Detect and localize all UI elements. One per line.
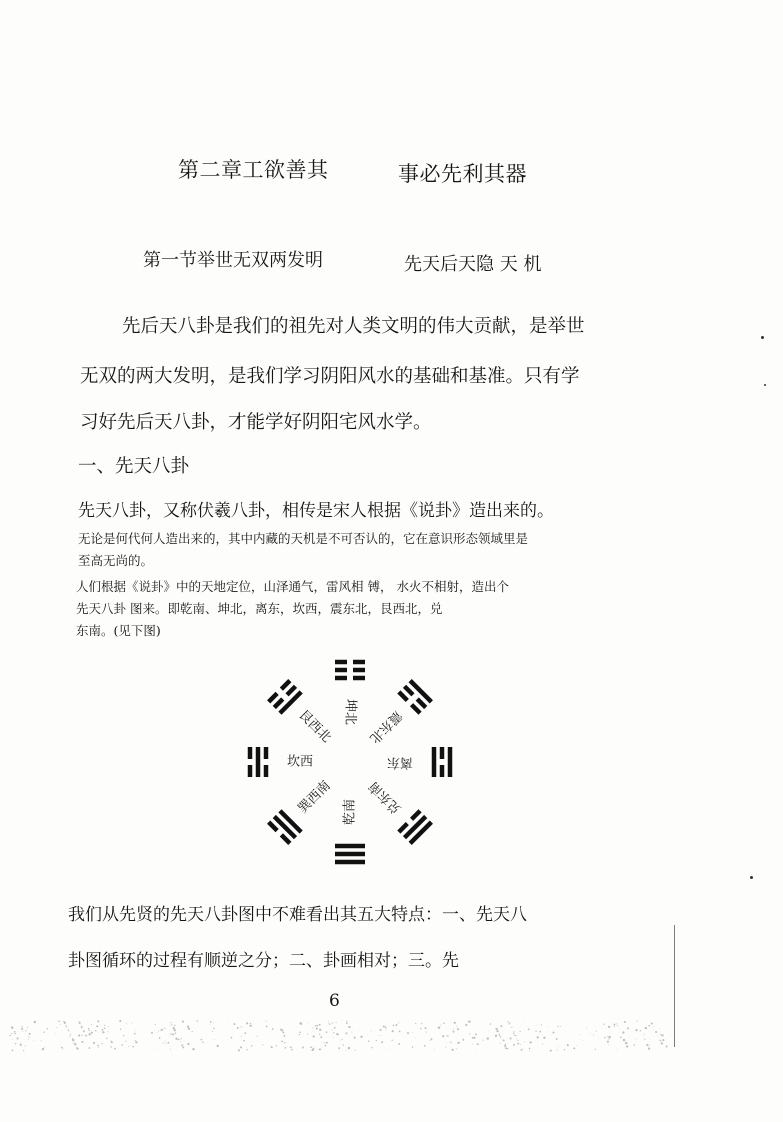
bagua-label: 乾南 [342,798,358,826]
small-text-line3: 人们根据《说卦》中的天地定位，山泽通气，雷风相 镈， 水火不相射，造出个 [76,579,509,594]
trigram-离 [432,747,453,777]
trigram-兑 [397,809,433,845]
small-text-line4: 先天八卦 图来。即乾南、坤北，离东，坎西，震东北，艮西北，兑 [76,601,443,616]
subheading-xiantian-bagua: 一、先天八卦 [78,456,190,477]
trigram-line-solid [256,747,261,777]
trigram-乾 [335,844,365,865]
trigram-line-solid [448,747,453,777]
trigram-line-solid [335,860,365,865]
trigram-line-broken [353,676,365,681]
bagua-label: 坎西 [286,754,314,770]
trigram-line-broken [264,747,269,759]
trigram-坤 [335,660,365,681]
section-title-part1: 第一节举世无双两发明 [143,250,323,271]
bagua-svg [232,656,468,876]
trigram-line-solid [335,844,365,849]
bagua-label: 离东 [386,754,414,770]
chapter-title-part2: 事必先利其器 [398,162,527,186]
paragraph3-line2: 卦图循环的过程有顺逆之分；二、卦画相对；三。先 [68,951,459,971]
paragraph3-line1: 我们从先贤的先天八卦图中不难看出其五大特点：一、先天八 [68,905,527,925]
bagua-label: 艮西北 [295,707,334,746]
paragraph2-line1: 先天八卦，又称伏羲八卦，相传是宋人根据《说卦》造出来的。 [78,501,554,521]
paragraph1-line1: 先后天八卦是我们的祖先对人类文明的伟大贡献，是举世 [122,316,585,337]
page-number: 6 [329,991,340,1011]
trigram-line-broken [248,747,253,759]
trigram-line-broken [353,668,365,673]
small-text-line1: 无论是何代何人造出来的，其中内藏的天机是不可否认的，它在意识形态领域里是 [78,531,529,546]
trigram-line-broken [335,660,347,665]
bagua-label: 震东北 [366,707,405,746]
bagua-label: 巽西南 [295,778,334,817]
trigram-line-broken [440,765,445,777]
trigram-line-broken [264,765,269,777]
scan-dot [750,876,753,879]
paragraph1-line3: 习好先后天八卦，才能学好阴阳宅风水学。 [80,412,432,433]
bagua-label: 坤北 [342,698,358,726]
trigram-line-broken [335,676,347,681]
trigram-line-solid [432,747,437,777]
trigram-艮 [267,679,303,715]
scan-noise [0,1018,680,1054]
bagua-label: 兑东南 [366,778,405,817]
trigram-line-broken [440,747,445,759]
trigram-line-broken [335,668,347,673]
trigram-巽 [267,809,303,845]
scan-dot [761,336,764,339]
trigram-坎 [248,747,269,777]
trigram-line-broken [353,660,365,665]
trigram-line-broken [248,765,253,777]
small-text-line2: 至高无尚的。 [78,553,154,568]
small-text-line5: 东南。(见下图) [76,623,161,638]
paragraph1-line2: 无双的两大发明，是我们学习阴阳风水的基础和基准。只有学 [80,366,580,387]
scan-edge-line [674,925,675,1047]
chapter-title-part1: 第二章工欲善其 [178,158,329,182]
xiantian-bagua-diagram [232,656,468,876]
trigram-line-solid [335,852,365,857]
scan-dot [764,384,766,386]
trigram-震 [397,679,433,715]
section-title-part2: 先天后天隐 天 机 [404,254,542,275]
